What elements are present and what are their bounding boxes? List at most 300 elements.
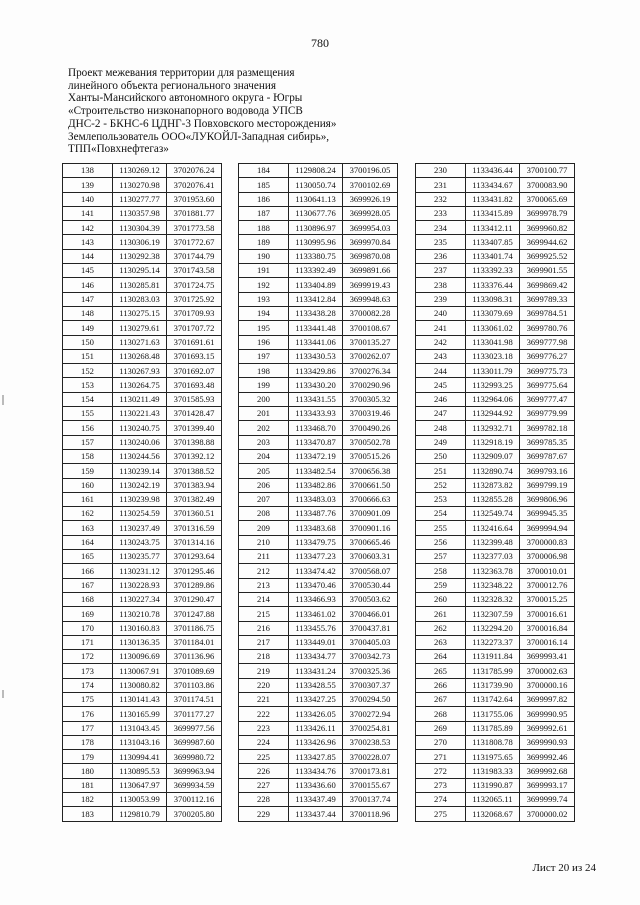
point-number-cell: 188 xyxy=(239,221,289,235)
point-number-cell: 199 xyxy=(239,378,289,392)
point-number-cell: 237 xyxy=(416,264,466,278)
table-row xyxy=(239,435,398,449)
point-number-cell: 172 xyxy=(63,650,113,664)
coordinate-x-cell: 1132918.19 xyxy=(466,435,520,449)
coordinate-x-cell: 1133392.49 xyxy=(289,264,343,278)
point-number-cell: 202 xyxy=(239,421,289,435)
point-number-cell: 194 xyxy=(239,306,289,320)
coordinate-x-cell: 1131990.87 xyxy=(466,778,520,792)
coordinate-x-cell: 1130277.77 xyxy=(113,192,167,206)
table-row xyxy=(416,335,575,349)
coordinate-x-cell: 1132873.82 xyxy=(466,478,520,492)
point-number-cell: 219 xyxy=(239,664,289,678)
coordinate-x-cell: 1132328.32 xyxy=(466,592,520,606)
table-row xyxy=(239,592,398,606)
table-row xyxy=(239,306,398,320)
coordinate-x-cell: 1133474.42 xyxy=(289,564,343,578)
table-row xyxy=(416,464,575,478)
coordinate-x-cell: 1133427.25 xyxy=(289,692,343,706)
table-row xyxy=(239,793,398,807)
coordinate-y-cell: 3699926.19 xyxy=(343,192,398,206)
table-row xyxy=(239,178,398,192)
table-row xyxy=(416,750,575,764)
table-row xyxy=(239,535,398,549)
coordinate-y-cell: 3699785.35 xyxy=(520,435,575,449)
coordinate-x-cell: 1133468.70 xyxy=(289,421,343,435)
coordinate-y-cell: 3699925.52 xyxy=(520,249,575,263)
coordinate-x-cell: 1131785.99 xyxy=(466,664,520,678)
point-number-cell: 270 xyxy=(416,735,466,749)
coordinate-y-cell: 3700290.96 xyxy=(343,378,398,392)
table-row xyxy=(416,407,575,421)
table-row xyxy=(63,464,222,478)
coordinate-y-cell: 3701953.60 xyxy=(167,192,222,206)
table-row xyxy=(416,292,575,306)
point-number-cell: 180 xyxy=(63,764,113,778)
coordinate-x-cell: 1132932.71 xyxy=(466,421,520,435)
coordinate-x-cell: 1130221.43 xyxy=(113,407,167,421)
coordinate-x-cell: 1133466.93 xyxy=(289,592,343,606)
point-number-cell: 273 xyxy=(416,778,466,792)
coordinate-y-cell: 3699978.79 xyxy=(520,206,575,220)
coordinate-x-cell: 1133426.96 xyxy=(289,735,343,749)
coordinate-y-cell: 3702076.24 xyxy=(167,164,222,178)
point-number-cell: 250 xyxy=(416,449,466,463)
coordinate-y-cell: 3699999.74 xyxy=(520,793,575,807)
point-number-cell: 214 xyxy=(239,592,289,606)
table-row xyxy=(239,650,398,664)
table-row xyxy=(63,392,222,406)
coordinate-x-cell: 1133430.53 xyxy=(289,349,343,363)
point-number-cell: 221 xyxy=(239,692,289,706)
coordinate-x-cell: 1130080.82 xyxy=(113,678,167,692)
table-row xyxy=(416,678,575,692)
table-row xyxy=(416,449,575,463)
coordinate-x-cell: 1133449.01 xyxy=(289,635,343,649)
table-row xyxy=(416,807,575,821)
point-number-cell: 191 xyxy=(239,264,289,278)
coordinate-x-cell: 1130165.99 xyxy=(113,707,167,721)
table-row xyxy=(63,178,222,192)
coordinate-y-cell: 3700490.26 xyxy=(343,421,398,435)
table-row xyxy=(63,707,222,721)
point-number-cell: 226 xyxy=(239,764,289,778)
point-number-cell: 211 xyxy=(239,550,289,564)
table-row xyxy=(416,721,575,735)
coordinate-x-cell: 1132909.07 xyxy=(466,449,520,463)
point-number-cell: 178 xyxy=(63,735,113,749)
coordinate-y-cell: 3701724.75 xyxy=(167,278,222,292)
document-header xyxy=(68,67,488,156)
table-row xyxy=(239,735,398,749)
coordinate-x-cell: 1133434.77 xyxy=(289,650,343,664)
coordinate-x-cell: 1130244.56 xyxy=(113,449,167,463)
coordinate-x-cell: 1131742.64 xyxy=(466,692,520,706)
table-row xyxy=(239,335,398,349)
point-number-cell: 268 xyxy=(416,707,466,721)
point-number-cell: 231 xyxy=(416,178,466,192)
coordinate-x-cell: 1133079.69 xyxy=(466,306,520,320)
table-row xyxy=(416,607,575,621)
scan-artifact xyxy=(2,690,4,698)
point-number-cell: 170 xyxy=(63,621,113,635)
table-row xyxy=(239,206,398,220)
table-row xyxy=(63,807,222,821)
table-row xyxy=(239,392,398,406)
coordinate-x-cell: 1130283.03 xyxy=(113,292,167,306)
table-row xyxy=(239,550,398,564)
coordinate-x-cell: 1130237.49 xyxy=(113,521,167,535)
table-row xyxy=(416,192,575,206)
point-number-cell: 254 xyxy=(416,507,466,521)
table-row xyxy=(239,292,398,306)
coordinate-x-cell: 1130269.12 xyxy=(113,164,167,178)
coordinate-y-cell: 3700108.67 xyxy=(343,321,398,335)
coordinate-y-cell: 3701707.72 xyxy=(167,321,222,335)
coordinate-y-cell: 3699870.08 xyxy=(343,249,398,263)
page-number: 780 xyxy=(311,36,329,50)
table-row xyxy=(416,707,575,721)
point-number-cell: 183 xyxy=(63,807,113,821)
point-number-cell: 204 xyxy=(239,449,289,463)
coordinate-y-cell: 3700503.62 xyxy=(343,592,398,606)
coordinate-x-cell: 1131983.33 xyxy=(466,764,520,778)
coordinate-y-cell: 3700342.73 xyxy=(343,650,398,664)
point-number-cell: 262 xyxy=(416,621,466,635)
coordinate-x-cell: 1130235.77 xyxy=(113,550,167,564)
coordinate-x-cell: 1132890.74 xyxy=(466,464,520,478)
coordinate-y-cell: 3701693.48 xyxy=(167,378,222,392)
point-number-cell: 210 xyxy=(239,535,289,549)
coordinate-x-cell: 1130357.98 xyxy=(113,206,167,220)
coordinate-x-cell: 1133487.76 xyxy=(289,507,343,521)
table-row xyxy=(416,249,575,263)
coordinate-x-cell: 1130264.75 xyxy=(113,378,167,392)
coordinate-x-cell: 1132065.11 xyxy=(466,793,520,807)
point-number-cell: 139 xyxy=(63,178,113,192)
point-number-cell: 265 xyxy=(416,664,466,678)
point-number-cell: 223 xyxy=(239,721,289,735)
point-number-cell: 144 xyxy=(63,249,113,263)
point-number-cell: 228 xyxy=(239,793,289,807)
coordinate-x-cell: 1130067.91 xyxy=(113,664,167,678)
coordinate-y-cell: 3700083.90 xyxy=(520,178,575,192)
coordinate-x-cell: 1132307.59 xyxy=(466,607,520,621)
coordinate-x-cell: 1133472.19 xyxy=(289,449,343,463)
point-number-cell: 205 xyxy=(239,464,289,478)
point-number-cell: 185 xyxy=(239,178,289,192)
coordinate-y-cell: 3700000.02 xyxy=(520,807,575,821)
coordinate-y-cell: 3700665.46 xyxy=(343,535,398,549)
table-row xyxy=(416,206,575,220)
table-row xyxy=(63,321,222,335)
table-row xyxy=(416,692,575,706)
coordinate-y-cell: 3699977.56 xyxy=(167,721,222,735)
coordinate-x-cell: 1132399.48 xyxy=(466,535,520,549)
table-row xyxy=(63,564,222,578)
table-row xyxy=(63,550,222,564)
coordinate-x-cell: 1131975.65 xyxy=(466,750,520,764)
coordinate-y-cell: 3700568.07 xyxy=(343,564,398,578)
coordinate-x-cell: 1130239.98 xyxy=(113,492,167,506)
coordinate-x-cell: 1132993.25 xyxy=(466,378,520,392)
table-row xyxy=(239,635,398,649)
coordinate-y-cell: 3699789.33 xyxy=(520,292,575,306)
coordinate-y-cell: 3699944.62 xyxy=(520,235,575,249)
coordinate-x-cell: 1133483.03 xyxy=(289,492,343,506)
coordinate-y-cell: 3701295.46 xyxy=(167,564,222,578)
point-number-cell: 181 xyxy=(63,778,113,792)
coordinate-x-cell: 1133430.20 xyxy=(289,378,343,392)
coordinate-x-cell: 1131911.84 xyxy=(466,650,520,664)
coordinate-x-cell: 1133433.93 xyxy=(289,407,343,421)
coordinate-y-cell: 3700082.28 xyxy=(343,306,398,320)
coordinate-x-cell: 1130254.59 xyxy=(113,507,167,521)
coordinate-y-cell: 3701399.40 xyxy=(167,421,222,435)
coordinate-x-cell: 1133011.79 xyxy=(466,364,520,378)
table-row xyxy=(63,578,222,592)
point-number-cell: 140 xyxy=(63,192,113,206)
table-row xyxy=(239,707,398,721)
coordinate-x-cell: 1130896.97 xyxy=(289,221,343,235)
coordinate-y-cell: 3700016.61 xyxy=(520,607,575,621)
coordinate-x-cell: 1130279.61 xyxy=(113,321,167,335)
coordinate-y-cell: 3699993.17 xyxy=(520,778,575,792)
point-number-cell: 186 xyxy=(239,192,289,206)
table-row xyxy=(239,464,398,478)
point-number-cell: 209 xyxy=(239,521,289,535)
table-row xyxy=(63,164,222,178)
table-row xyxy=(63,793,222,807)
table-row xyxy=(416,564,575,578)
table-row xyxy=(416,392,575,406)
coordinate-y-cell: 3701772.67 xyxy=(167,235,222,249)
table-row xyxy=(416,735,575,749)
point-number-cell: 247 xyxy=(416,407,466,421)
point-number-cell: 192 xyxy=(239,278,289,292)
coordinate-y-cell: 3700000.16 xyxy=(520,678,575,692)
point-number-cell: 168 xyxy=(63,592,113,606)
table-row xyxy=(63,678,222,692)
table-row xyxy=(239,664,398,678)
coordinate-x-cell: 1131755.06 xyxy=(466,707,520,721)
point-number-cell: 238 xyxy=(416,278,466,292)
coordinate-y-cell: 3700325.36 xyxy=(343,664,398,678)
point-number-cell: 208 xyxy=(239,507,289,521)
point-number-cell: 175 xyxy=(63,692,113,706)
coordinate-y-cell: 3700015.25 xyxy=(520,592,575,606)
coordinate-x-cell: 1133428.55 xyxy=(289,678,343,692)
coordinate-y-cell: 3700466.01 xyxy=(343,607,398,621)
coordinate-x-cell: 1130895.53 xyxy=(113,764,167,778)
table-row xyxy=(63,349,222,363)
coordinate-y-cell: 3701089.69 xyxy=(167,664,222,678)
coordinate-x-cell: 1133477.23 xyxy=(289,550,343,564)
coordinate-y-cell: 3701743.58 xyxy=(167,264,222,278)
coordinate-y-cell: 3700118.96 xyxy=(343,807,398,821)
coordinate-y-cell: 3699891.66 xyxy=(343,264,398,278)
table-row xyxy=(416,664,575,678)
coordinate-y-cell: 3701289.86 xyxy=(167,578,222,592)
point-number-cell: 190 xyxy=(239,249,289,263)
coordinate-y-cell: 3700319.46 xyxy=(343,407,398,421)
coordinate-x-cell: 1131785.89 xyxy=(466,721,520,735)
point-number-cell: 256 xyxy=(416,535,466,549)
point-number-cell: 197 xyxy=(239,349,289,363)
point-number-cell: 220 xyxy=(239,678,289,692)
table-row xyxy=(239,678,398,692)
coordinate-y-cell: 3701691.61 xyxy=(167,335,222,349)
coordinate-x-cell: 1133437.44 xyxy=(289,807,343,821)
coordinate-y-cell: 3699994.94 xyxy=(520,521,575,535)
coordinate-x-cell: 1130306.19 xyxy=(113,235,167,249)
point-number-cell: 251 xyxy=(416,464,466,478)
point-number-cell: 160 xyxy=(63,478,113,492)
coordinate-y-cell: 3699901.55 xyxy=(520,264,575,278)
point-number-cell: 167 xyxy=(63,578,113,592)
point-number-cell: 162 xyxy=(63,507,113,521)
coordinate-y-cell: 3700012.76 xyxy=(520,578,575,592)
coordinate-x-cell: 1130995.96 xyxy=(289,235,343,249)
coordinate-y-cell: 3700112.16 xyxy=(167,793,222,807)
point-number-cell: 143 xyxy=(63,235,113,249)
point-number-cell: 236 xyxy=(416,249,466,263)
table-row xyxy=(416,306,575,320)
coordinate-y-cell: 3700000.83 xyxy=(520,535,575,549)
point-number-cell: 249 xyxy=(416,435,466,449)
table-row xyxy=(416,650,575,664)
coordinate-x-cell: 1133482.54 xyxy=(289,464,343,478)
point-number-cell: 213 xyxy=(239,578,289,592)
coordinate-y-cell: 3699980.72 xyxy=(167,750,222,764)
coordinate-y-cell: 3699997.82 xyxy=(520,692,575,706)
point-number-cell: 229 xyxy=(239,807,289,821)
coordinate-x-cell: 1133470.46 xyxy=(289,578,343,592)
point-number-cell: 230 xyxy=(416,164,466,178)
coordinate-x-cell: 1132377.03 xyxy=(466,550,520,564)
point-number-cell: 177 xyxy=(63,721,113,735)
point-number-cell: 258 xyxy=(416,564,466,578)
coordinate-x-cell: 1133407.85 xyxy=(466,235,520,249)
point-number-cell: 152 xyxy=(63,364,113,378)
coordinate-y-cell: 3700530.44 xyxy=(343,578,398,592)
coordinate-y-cell: 3700666.63 xyxy=(343,492,398,506)
table-row xyxy=(416,321,575,335)
table-row xyxy=(239,721,398,735)
header-line: «Строительство низконапорного водовода УПСВ xyxy=(68,105,303,118)
point-number-cell: 244 xyxy=(416,364,466,378)
coordinate-y-cell: 3701103.86 xyxy=(167,678,222,692)
coordinate-y-cell: 3700010.01 xyxy=(520,564,575,578)
coordinate-x-cell: 1130096.69 xyxy=(113,650,167,664)
coordinate-x-cell: 1132068.67 xyxy=(466,807,520,821)
coordinate-y-cell: 3700205.80 xyxy=(167,807,222,821)
coordinate-x-cell: 1130228.93 xyxy=(113,578,167,592)
point-number-cell: 166 xyxy=(63,564,113,578)
coordinate-x-cell: 1133429.86 xyxy=(289,364,343,378)
point-number-cell: 173 xyxy=(63,664,113,678)
table-row xyxy=(416,521,575,535)
coordinate-y-cell: 3700901.09 xyxy=(343,507,398,521)
coordinate-y-cell: 3700437.81 xyxy=(343,621,398,635)
point-number-cell: 269 xyxy=(416,721,466,735)
coordinate-y-cell: 3701392.12 xyxy=(167,449,222,463)
table-row xyxy=(239,364,398,378)
coordinate-y-cell: 3701773.58 xyxy=(167,221,222,235)
point-number-cell: 169 xyxy=(63,607,113,621)
point-number-cell: 217 xyxy=(239,635,289,649)
coordinate-y-cell: 3699990.95 xyxy=(520,707,575,721)
point-number-cell: 193 xyxy=(239,292,289,306)
point-number-cell: 159 xyxy=(63,464,113,478)
table-row xyxy=(416,221,575,235)
point-number-cell: 245 xyxy=(416,378,466,392)
table-row xyxy=(239,692,398,706)
table-row xyxy=(416,535,575,549)
coordinate-x-cell: 1130292.38 xyxy=(113,249,167,263)
point-number-cell: 255 xyxy=(416,521,466,535)
point-number-cell: 201 xyxy=(239,407,289,421)
coordinate-x-cell: 1132348.22 xyxy=(466,578,520,592)
point-number-cell: 267 xyxy=(416,692,466,706)
coordinate-y-cell: 3699775.64 xyxy=(520,378,575,392)
coordinate-x-cell: 1130304.39 xyxy=(113,221,167,235)
table-row xyxy=(239,521,398,535)
coordinate-x-cell: 1133455.76 xyxy=(289,621,343,635)
point-number-cell: 174 xyxy=(63,678,113,692)
coordinate-y-cell: 3701382.49 xyxy=(167,492,222,506)
coordinate-x-cell: 1133441.48 xyxy=(289,321,343,335)
point-number-cell: 235 xyxy=(416,235,466,249)
point-number-cell: 146 xyxy=(63,278,113,292)
coordinate-y-cell: 3701293.64 xyxy=(167,550,222,564)
table-row xyxy=(239,478,398,492)
coordinate-x-cell: 1130285.81 xyxy=(113,278,167,292)
table-row xyxy=(239,807,398,821)
coordinate-x-cell: 1132549.74 xyxy=(466,507,520,521)
point-number-cell: 243 xyxy=(416,349,466,363)
point-number-cell: 253 xyxy=(416,492,466,506)
point-number-cell: 151 xyxy=(63,349,113,363)
point-number-cell: 263 xyxy=(416,635,466,649)
point-number-cell: 212 xyxy=(239,564,289,578)
table-row xyxy=(63,607,222,621)
coordinate-x-cell: 1133427.85 xyxy=(289,750,343,764)
coordinate-y-cell: 3700272.94 xyxy=(343,707,398,721)
coordinate-y-cell: 3699928.05 xyxy=(343,206,398,220)
coordinate-y-cell: 3699948.63 xyxy=(343,292,398,306)
scan-artifact xyxy=(2,395,4,405)
coordinate-x-cell: 1130160.83 xyxy=(113,621,167,635)
point-number-cell: 222 xyxy=(239,707,289,721)
point-number-cell: 154 xyxy=(63,392,113,406)
coordinate-y-cell: 3700155.67 xyxy=(343,778,398,792)
coordinate-x-cell: 1132294.20 xyxy=(466,621,520,635)
coordinate-x-cell: 1130275.15 xyxy=(113,306,167,320)
coordinate-x-cell: 1133431.55 xyxy=(289,392,343,406)
table-row xyxy=(239,321,398,335)
table-row xyxy=(416,550,575,564)
coordinate-y-cell: 3700661.50 xyxy=(343,478,398,492)
coordinate-x-cell: 1133461.02 xyxy=(289,607,343,621)
coordinate-y-cell: 3700137.74 xyxy=(343,793,398,807)
coordinate-y-cell: 3700100.77 xyxy=(520,164,575,178)
coordinate-x-cell: 1133434.76 xyxy=(289,764,343,778)
table-row xyxy=(63,621,222,635)
coordinate-x-cell: 1130647.97 xyxy=(113,778,167,792)
coordinate-x-cell: 1130994.41 xyxy=(113,750,167,764)
header-line: Землепользователь ООО«ЛУКОЙЛ-Западная сибирь», xyxy=(68,130,330,143)
